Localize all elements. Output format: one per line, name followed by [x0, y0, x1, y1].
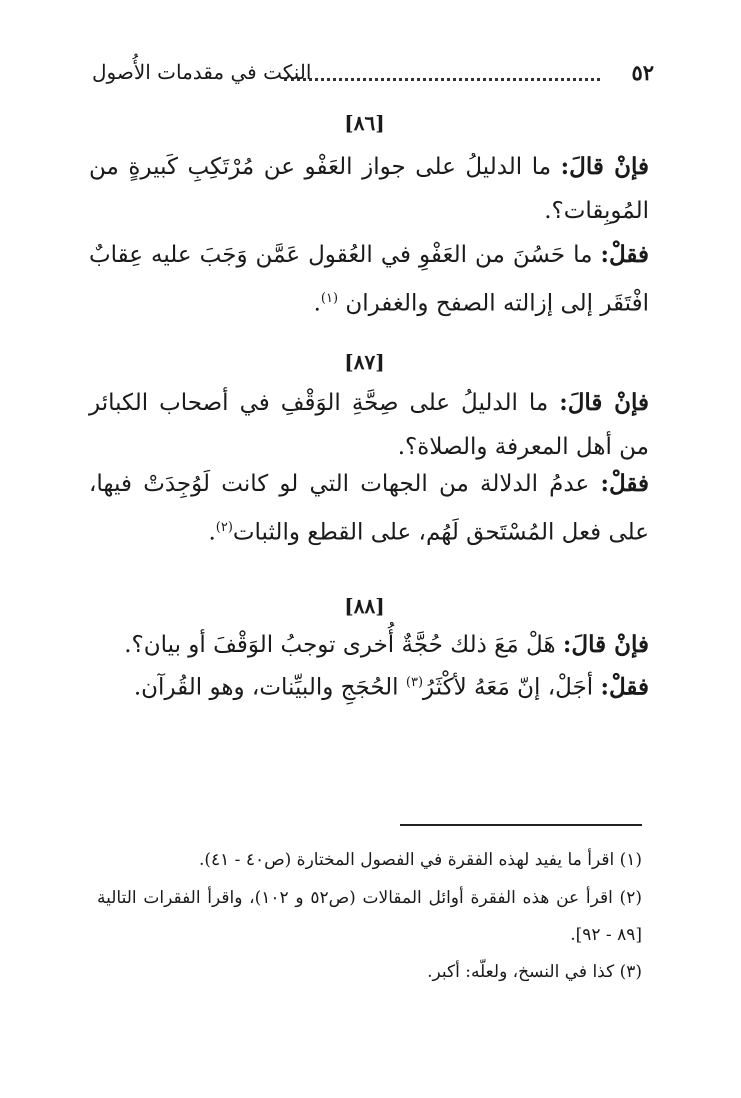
footnote-2: (٢) اقرأ عن هذه الفقرة أوائل المقالات (ص٥٢ و ١٠٢)، واقرأ الفقرات التالية [٨٩ - ٩٢].	[97, 888, 642, 945]
answer-88	[89, 661, 649, 710]
section-number-88: [٨٨]	[344, 594, 385, 618]
answer-end: .	[313, 290, 321, 317]
question-86	[89, 145, 649, 233]
answer-text: أجَلْ، إنّ مَعَهُ لأكْثَرُ	[423, 674, 601, 701]
footnote-ref-2[interactable]: (٢)	[215, 520, 233, 535]
running-title: النكت في مقدمات الأُصول	[92, 60, 312, 84]
answer-end: .	[208, 519, 216, 546]
answer-text: عدمُ الدلالة من الجهات التي لو كانت لَوُجِدَتْ فيها، على فعل المُسْتَحق لَهُم، على القطع والثبات	[89, 471, 649, 546]
footnote-3: (٣) كذا في النسخ، ولعلّه: أكبر.	[427, 962, 642, 982]
footnote-ref-3[interactable]: (٣)	[405, 675, 424, 690]
question-text: ما الدليلُ على صِحَّةِ الوَقْفِ في أصحاب الكبائر من أهل المعرفة والصلاة؟.	[89, 390, 649, 460]
question-lead: فإنْ قالَ:	[562, 631, 649, 658]
page-number: ٥٢	[631, 60, 654, 85]
section-number-86: [٨٦]	[344, 111, 385, 135]
answer-text-continued: الحُجَجِ والبيِّنات، وهو القُرآن.	[133, 674, 406, 701]
footnote-1: (١) اقرأ ما يفيد لهذه الفقرة في الفصول المختارة (ص٤٠ - ٤١).	[198, 850, 642, 870]
question-lead: فإنْ قالَ:	[559, 389, 649, 416]
footnote-ref-1[interactable]: (١)	[320, 291, 339, 306]
answer-lead: فقلْ:	[600, 241, 649, 268]
answer-lead: فقلْ:	[600, 470, 649, 497]
question-text: ما الدليلُ على جواز العَفْو عن مُرْتَكِبِ كَبيرةٍ من المُوبِقات؟.	[89, 154, 649, 224]
answer-lead: فقلْ:	[600, 673, 649, 701]
running-header	[92, 56, 654, 96]
question-lead: فإنْ قالَ:	[560, 153, 649, 180]
answer-text: ما حَسُنَ من العَفْوِ في العُقول عَمَّن وَجَبَ عليه عِقابٌ افْتَقَر إلى إزالته الصفح والغفران	[89, 242, 649, 317]
question-87	[89, 381, 649, 469]
answer-87	[89, 462, 649, 555]
header-dot-leader	[284, 78, 600, 81]
footnote-separator	[400, 824, 642, 826]
question-text: هَلْ مَعَ ذلك حُجَّةٌ أُخرى توجبُ الوَقْفَ أو بيان؟.	[124, 632, 563, 658]
answer-86	[89, 233, 649, 326]
section-number-87: [٨٧]	[344, 350, 385, 374]
